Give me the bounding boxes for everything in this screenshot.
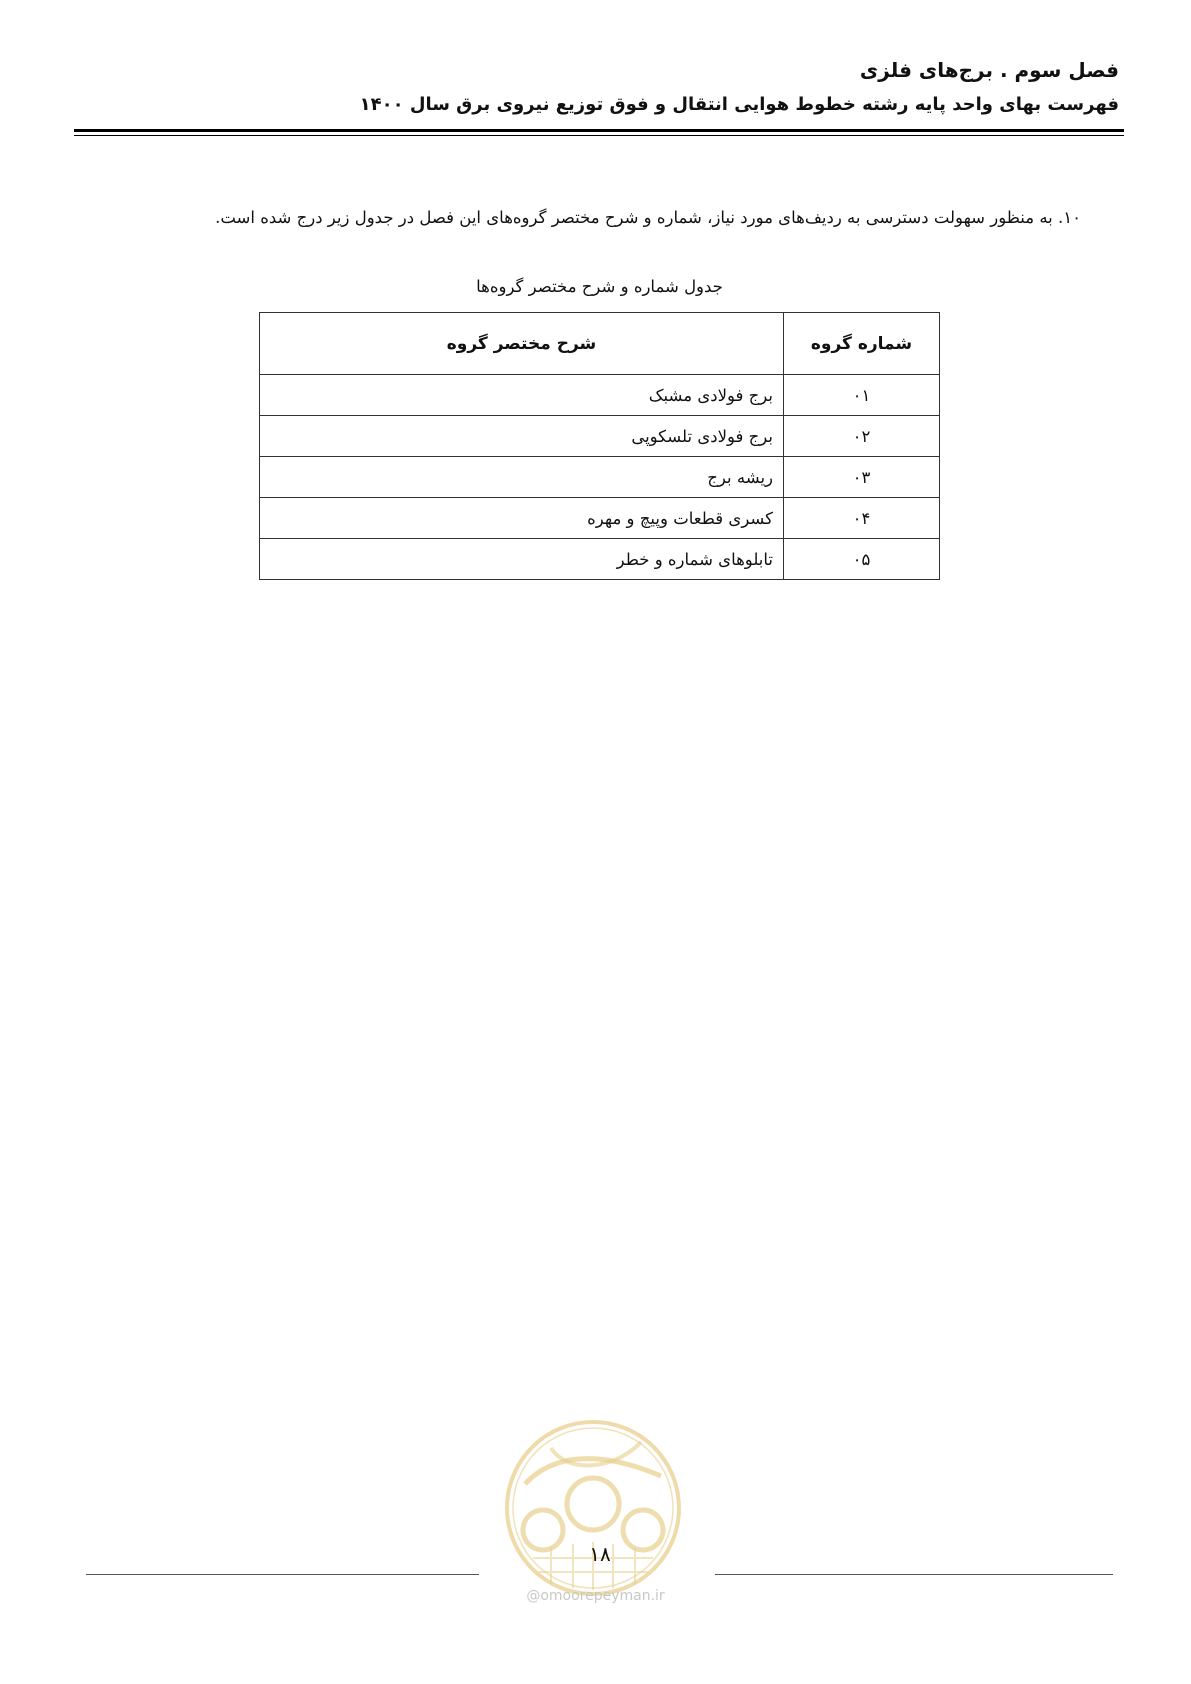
header-rule-thick [74,129,1124,132]
group-description-cell: کسری قطعات وپیچ و مهره [260,498,784,539]
group-number-cell: ۰۲ [784,416,940,457]
footer-line-right [715,1574,1113,1575]
page-number: ۱۸ [589,1542,611,1566]
note-paragraph: ۱۰. به منظور سهولت دسترسی به ردیف‌های مورد نیاز، شماره و شرح مختصر گروه‌های این فصل در جدول زیر درج شده است. [215,208,1081,227]
group-number-cell: ۰۵ [784,539,940,580]
document-title: فهرست بهای واحد پایه رشته خطوط هوایی انتقال و فوق توزیع نیروی برق سال ۱۴۰۰ [359,94,1119,115]
table-caption: جدول شماره و شرح مختصر گروه‌ها [476,277,723,296]
header-rule-thin [74,135,1124,136]
group-description-cell: برج فولادی تلسکوپی [260,416,784,457]
groups-table [259,312,940,580]
watermark-logo [503,1418,683,1598]
page-header [0,0,1191,140]
group-description-cell: ریشه برج [260,457,784,498]
header-group-number: شماره گروه [784,313,940,375]
table-header-row [260,313,940,375]
table-row [260,457,940,498]
header-description: شرح مختصر گروه [260,313,784,375]
group-number-cell: ۰۱ [784,375,940,416]
table-row [260,416,940,457]
footer-line-left [86,1574,479,1575]
website-watermark: @omoorepeyman.ir [526,1588,665,1604]
group-description-cell: تابلوهای شماره و خطر [260,539,784,580]
table-row [260,375,940,416]
group-number-cell: ۰۴ [784,498,940,539]
group-number-cell: ۰۳ [784,457,940,498]
table-row [260,539,940,580]
table-row [260,498,940,539]
chapter-title: فصل سوم . برج‌های فلزی [859,58,1119,82]
group-description-cell: برج فولادی مشبک [260,375,784,416]
